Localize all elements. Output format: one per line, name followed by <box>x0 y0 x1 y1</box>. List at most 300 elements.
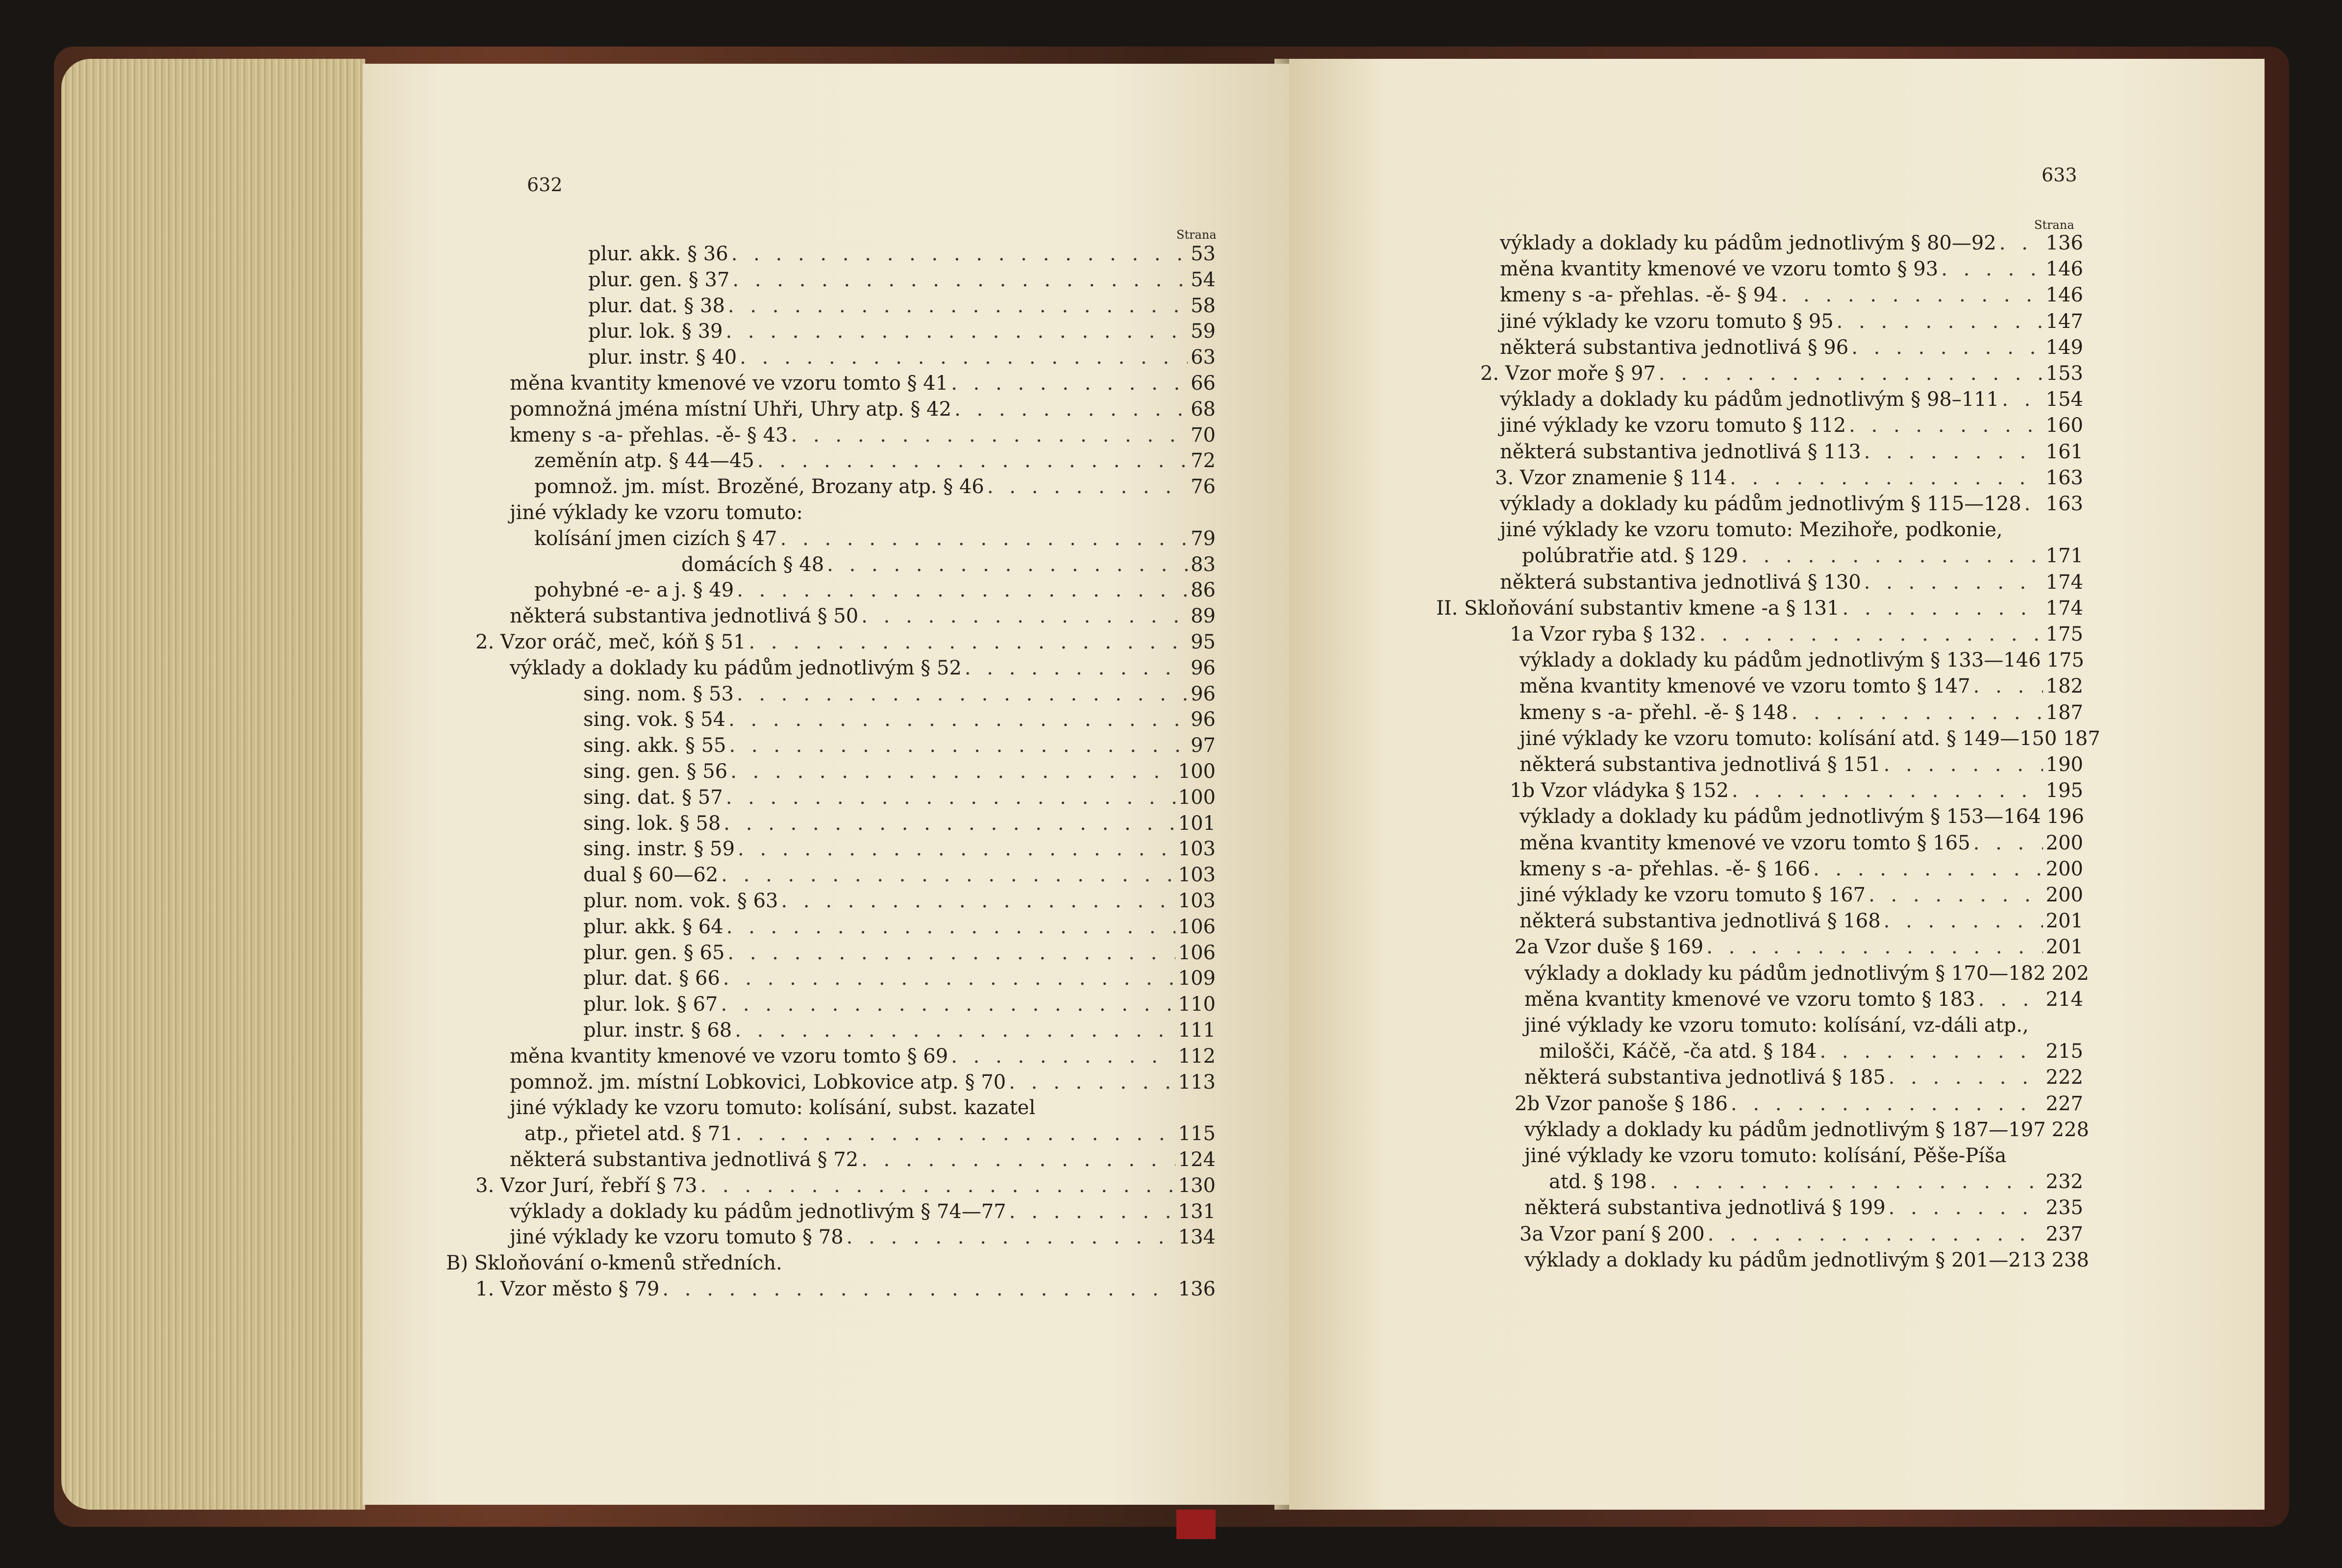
toc-entry-page: 136 <box>2045 232 2083 254</box>
toc-entry-page: 146 <box>2045 258 2083 281</box>
toc-entry-page: 106 <box>1178 915 1216 938</box>
toc-entry <box>681 552 1216 577</box>
toc-entry-page: 228 <box>2051 1118 2090 1141</box>
dot-leader <box>1884 752 2043 777</box>
toc-entry-title: výklady a doklady ku pádům jednotlivým § 170—182 <box>1524 962 2046 985</box>
toc-entry-page: 63 <box>1191 346 1216 369</box>
dot-leader <box>987 474 1188 499</box>
toc-entry <box>583 836 1216 862</box>
toc-entry <box>1500 413 2083 438</box>
toc-entry <box>583 759 1216 784</box>
toc-entry-page: 190 <box>2045 753 2083 776</box>
toc-entry <box>1500 517 2083 543</box>
toc-entry <box>1520 908 2083 934</box>
toc-entry-page: 215 <box>2045 1040 2083 1063</box>
toc-entry <box>534 474 1216 499</box>
toc-entry-title: některá substantiva jednotlivá § 113 <box>1500 440 1861 463</box>
strana-header: Strana <box>2034 218 2074 232</box>
dot-leader <box>1792 700 2043 725</box>
toc-entry-page: 97 <box>1191 734 1216 757</box>
toc-entry <box>475 1276 1216 1302</box>
dot-leader <box>721 862 1175 888</box>
toc-entry <box>583 681 1216 707</box>
toc-entry-title: jiné výklady ke vzoru tomuto: kolísání, subst. kazatel <box>510 1096 1036 1120</box>
dot-leader <box>723 966 1175 991</box>
dot-leader <box>1659 361 2043 386</box>
toc-entry <box>1524 987 2083 1012</box>
dot-leader <box>1819 1039 2043 1064</box>
toc-entry <box>510 1147 1216 1172</box>
dot-leader <box>2002 387 2043 412</box>
toc-entry-page: 109 <box>1178 967 1216 990</box>
left-page <box>363 64 1299 1505</box>
toc-entry-page: 54 <box>1191 268 1216 291</box>
dot-leader <box>732 267 1188 293</box>
toc-entry <box>510 1199 1216 1224</box>
toc-entry <box>583 966 1216 991</box>
dot-leader <box>1732 778 2043 803</box>
bookmark-ribbon <box>1176 1510 1216 1539</box>
toc-entry-title: plur. nom. vok. § 63 <box>583 890 778 912</box>
toc-entry <box>583 733 1216 758</box>
toc-entry-page: 153 <box>2045 362 2083 385</box>
toc-entry-page: 79 <box>1191 527 1216 550</box>
toc-entry-title: měna kvantity kmenové ve vzoru tomto § 183 <box>1524 988 1975 1011</box>
toc-entry-title: pomnož. jm. místní Lobkovici, Lobkovice atp. § 70 <box>510 1070 1006 1094</box>
toc-entry-page: 200 <box>2045 857 2083 880</box>
toc-entry-page: 68 <box>1191 398 1216 421</box>
toc-entry-page: 76 <box>1191 475 1216 498</box>
toc-entry-page: 161 <box>2045 440 2083 463</box>
dot-leader <box>1884 908 2043 934</box>
toc-entry-page: 53 <box>1191 243 1216 265</box>
toc-entry-title: některá substantiva jednotlivá § 72 <box>510 1148 859 1171</box>
toc-entry-title: výklady a doklady ku pádům jednotlivým § 133—146 <box>1520 649 2041 672</box>
toc-entry-title: jiné výklady ke vzoru tomuto § 167 <box>1520 884 1866 906</box>
toc-entry-title: plur. gen. § 65 <box>583 941 725 964</box>
toc-entry-title: pomnož. jm. míst. Brozěné, Brozany atp. § 46 <box>534 475 984 498</box>
toc-entry <box>1500 230 2083 256</box>
dot-leader <box>729 733 1188 758</box>
toc-entry-page: 113 <box>1178 1070 1216 1094</box>
toc-entry-page: 174 <box>2045 571 2083 594</box>
toc-entry-page: 163 <box>2045 493 2083 515</box>
toc-entry-page: 130 <box>1178 1174 1216 1197</box>
toc-entry <box>1495 465 2083 491</box>
toc-entry-title: plur. dat. § 38 <box>588 294 725 317</box>
toc-entry-page: 146 <box>2045 284 2083 307</box>
toc-entry <box>510 423 1216 448</box>
toc-entry-page: 70 <box>1191 423 1216 447</box>
toc-entry-title: plur. instr. § 40 <box>588 346 737 369</box>
dot-leader <box>827 552 1188 577</box>
toc-entry-title: některá substantiva jednotlivá § 168 <box>1520 910 1881 933</box>
toc-entry <box>1520 1221 2083 1247</box>
toc-entry <box>1500 570 2083 595</box>
dot-leader <box>1849 413 2043 438</box>
dot-leader <box>727 940 1175 966</box>
toc-entry-page: 175 <box>2045 623 2083 646</box>
dot-leader <box>737 681 1188 707</box>
toc-entry-page: 182 <box>2045 675 2083 698</box>
toc-entry-title: sing. vok. § 54 <box>583 708 726 731</box>
toc-entry-title: 1a Vzor ryba § 132 <box>1510 623 1696 646</box>
toc-entry <box>446 1250 1216 1276</box>
toc-entry <box>1520 882 2083 908</box>
toc-entry-title: některá substantiva jednotlivá § 185 <box>1524 1066 1886 1089</box>
toc-entry <box>510 397 1216 422</box>
toc-entry-page: 100 <box>1178 786 1216 809</box>
dot-leader <box>1851 335 2043 360</box>
toc-entry <box>1500 335 2083 360</box>
toc-entry-page: 115 <box>1178 1122 1216 1145</box>
dot-leader <box>965 655 1188 681</box>
toc-entry <box>1480 361 2083 386</box>
dot-leader <box>1650 1169 2043 1195</box>
toc-entry-page: 201 <box>2045 910 2083 933</box>
dot-leader <box>1864 570 2043 595</box>
dot-leader <box>1731 1091 2043 1117</box>
toc-entry <box>1500 309 2083 334</box>
toc-entry-title: 1. Vzor město § 79 <box>475 1278 660 1300</box>
toc-entry <box>583 811 1216 836</box>
toc-entry <box>1520 752 2083 777</box>
toc-entry-title: 2. Vzor moře § 97 <box>1480 362 1656 385</box>
toc-entry <box>1515 1091 2083 1117</box>
dot-leader <box>780 526 1188 551</box>
toc-entry <box>1520 804 2083 829</box>
toc-entry-title: II. Skloňování substantiv kmene -a § 131 <box>1436 597 1840 620</box>
toc-entry <box>588 241 1216 267</box>
toc-entry-page: 222 <box>2045 1066 2083 1089</box>
dot-leader <box>2024 491 2043 517</box>
toc-entry-page: 200 <box>2045 831 2083 854</box>
toc-entry-title: jiné výklady ke vzoru tomuto: kolísání, vz-dáli atp., <box>1524 1014 2029 1037</box>
dot-leader <box>1699 622 2043 647</box>
toc-entry-page: 187 <box>2063 727 2100 750</box>
dot-leader <box>726 785 1175 810</box>
toc-entry-page: 235 <box>2045 1196 2083 1220</box>
toc-entry-page: 214 <box>2045 988 2083 1011</box>
dot-leader <box>1973 673 2043 699</box>
toc-entry-title: měna kvantity kmenové ve vzoru tomto § 41 <box>510 372 948 395</box>
toc-entry <box>588 267 1216 293</box>
page-number: 632 <box>527 174 563 196</box>
toc-entry <box>1549 1169 2083 1195</box>
toc-entry-page: 134 <box>1178 1226 1216 1249</box>
toc-entry-page: 163 <box>2045 466 2083 489</box>
toc-entry-page: 195 <box>2045 779 2083 802</box>
toc-entry <box>510 1095 1216 1120</box>
dot-leader <box>1009 1070 1175 1095</box>
toc-entry <box>510 1044 1216 1069</box>
toc-entry <box>1520 647 2083 673</box>
toc-entry-title: domácích § 48 <box>681 553 824 576</box>
toc-entry-title: výklady a doklady ku pádům jednotlivým § 98–111 <box>1500 388 1999 411</box>
toc-entry-page: 103 <box>1178 838 1216 861</box>
toc-entry <box>1524 961 2090 986</box>
toc-entry-title: plur. lok. § 39 <box>588 320 723 343</box>
toc-entry <box>583 914 1216 940</box>
toc-entry-page: 160 <box>2045 414 2083 437</box>
toc-entry <box>510 655 1216 681</box>
toc-entry <box>534 577 1216 603</box>
dot-leader <box>1009 1199 1175 1224</box>
dot-leader <box>738 836 1175 862</box>
toc-entry-title: 2a Vzor duše § 169 <box>1515 936 1704 959</box>
toc-entry <box>1524 1065 2083 1090</box>
toc-entry <box>1515 934 2083 960</box>
toc-entry-page: 112 <box>1178 1045 1216 1068</box>
toc-entry-title: sing. nom. § 53 <box>583 682 734 705</box>
dot-leader <box>791 423 1188 448</box>
toc-entry <box>1500 491 2083 517</box>
toc-entry-title: výklady a doklady ku pádům jednotlivým § 74—77 <box>510 1200 1006 1223</box>
toc-entry-page: 110 <box>1178 993 1216 1016</box>
dot-leader <box>847 1224 1175 1250</box>
toc-entry-title: některá substantiva jednotlivá § 130 <box>1500 571 1861 594</box>
toc-entry-page: 58 <box>1191 294 1216 317</box>
toc-entry-page: 227 <box>2045 1092 2083 1115</box>
toc-entry <box>583 888 1216 914</box>
toc-entry-title: atd. § 198 <box>1549 1170 1647 1194</box>
dot-leader <box>723 811 1175 836</box>
toc-entry-page: 149 <box>2045 336 2083 359</box>
dot-leader <box>757 448 1188 473</box>
toc-entry-title: sing. instr. § 59 <box>583 838 735 861</box>
toc-entry <box>583 707 1216 732</box>
toc-entry-page: 103 <box>1178 890 1216 912</box>
toc-entry <box>1539 1039 2083 1064</box>
dot-leader <box>1708 1221 2043 1247</box>
toc-entry-title: výklady a doklady ku pádům jednotlivým § 153—164 <box>1520 805 2041 828</box>
toc-entry-title: kmeny s -a- přehlas. -ě- § 166 <box>1520 857 1810 880</box>
dot-leader <box>1781 282 2043 308</box>
toc-entry-page: 106 <box>1178 941 1216 964</box>
toc-entry <box>510 603 1216 629</box>
toc-entry-title: 2b Vzor panoše § 186 <box>1515 1092 1728 1115</box>
dot-leader <box>728 707 1188 732</box>
toc-entry-title: jiné výklady ke vzoru tomuto: kolísání atd. § 149—150 <box>1520 727 2057 750</box>
toc-entry <box>510 371 1216 396</box>
toc-entry-title: plur. instr. § 68 <box>583 1019 732 1042</box>
dot-leader <box>737 577 1188 603</box>
toc-entry <box>1520 726 2100 751</box>
toc-entry-title: 3a Vzor paní § 200 <box>1520 1222 1705 1245</box>
toc-entry-title: jiné výklady ke vzoru tomuto § 112 <box>1500 414 1846 437</box>
toc-entry-page: 111 <box>1178 1019 1216 1042</box>
dot-leader <box>748 629 1188 655</box>
dot-leader <box>1869 882 2043 908</box>
dot-leader <box>1889 1195 2043 1220</box>
toc-entry <box>583 992 1216 1017</box>
toc-entry-title: kmeny s -a- přehlas. -ě- § 94 <box>1500 284 1778 307</box>
toc-entry-page: 86 <box>1191 579 1216 602</box>
strana-header: Strana <box>1176 228 1217 242</box>
toc-entry <box>510 1224 1216 1250</box>
dot-leader <box>1837 309 2043 334</box>
toc-entry-title: sing. akk. § 55 <box>583 734 726 757</box>
toc-entry-page: 237 <box>2045 1222 2083 1245</box>
dot-leader <box>951 1044 1175 1069</box>
page-number: 633 <box>2042 164 2077 186</box>
toc-entry-page: 201 <box>2045 936 2083 959</box>
dot-leader <box>740 345 1188 370</box>
toc-entry-title: měna kvantity kmenové ve vzoru tomto § 147 <box>1520 675 1970 698</box>
toc-entry <box>1510 622 2083 647</box>
toc-entry-title: kmeny s -a- přehl. -ě- § 148 <box>1520 701 1789 724</box>
toc-entry <box>475 629 1216 655</box>
dot-leader <box>954 397 1188 422</box>
toc-entry-page: 131 <box>1178 1200 1216 1223</box>
toc-entry-page: 175 <box>2046 649 2085 672</box>
toc-entry-title: jiné výklady ke vzoru tomuto: Mezihoře, podkonie, <box>1500 519 2003 542</box>
toc-entry-title: jiné výklady ke vzoru tomuto § 78 <box>510 1226 844 1249</box>
dot-leader <box>725 319 1188 344</box>
toc-entry-title: plur. lok. § 67 <box>583 993 718 1016</box>
toc-entry-page: 232 <box>2045 1170 2083 1194</box>
toc-entry <box>588 293 1216 319</box>
dot-leader <box>1999 230 2043 256</box>
dot-leader <box>721 992 1175 1017</box>
toc-entry <box>1500 439 2083 465</box>
toc-entry <box>475 1173 1216 1198</box>
toc-entry-title: plur. gen. § 37 <box>588 268 730 291</box>
toc-entry <box>1436 596 2083 621</box>
dot-leader <box>1889 1065 2043 1090</box>
toc-entry-title: 3. Vzor Jurí, řebří § 73 <box>475 1174 698 1197</box>
toc-entry-title: měna kvantity kmenové ve vzoru tomto § 165 <box>1520 831 1970 854</box>
toc-entry-title: dual § 60—62 <box>583 864 719 887</box>
toc-entry-title: výklady a doklady ku pádům jednotlivým § 52 <box>510 656 962 679</box>
toc-entry <box>1500 387 2083 412</box>
toc-entry-page: 136 <box>1178 1278 1216 1300</box>
toc-entry-title: sing. dat. § 57 <box>583 786 723 809</box>
toc-entry-title: výklady a doklady ku pádům jednotlivým § 201—213 <box>1524 1248 2046 1271</box>
toc-entry <box>1500 282 2083 308</box>
toc-entry-title: měna kvantity kmenové ve vzoru tomto § 93 <box>1500 258 1939 281</box>
toc-entry-page: 238 <box>2051 1248 2090 1271</box>
toc-entry-title: jiné výklady ke vzoru tomuto § 95 <box>1500 310 1834 333</box>
toc-entry-page: 66 <box>1191 372 1216 395</box>
toc-entry-page: 72 <box>1191 449 1216 473</box>
dot-leader <box>662 1276 1175 1302</box>
toc-entry <box>534 526 1216 551</box>
toc-entry <box>1520 700 2083 725</box>
toc-entry-title: milošči, Káčě, -ča atd. § 184 <box>1539 1040 1817 1063</box>
toc-entry <box>588 345 1216 370</box>
dot-leader <box>1864 439 2043 465</box>
right-page <box>1289 59 2265 1510</box>
toc-entry <box>1520 830 2083 856</box>
toc-entry <box>534 448 1216 473</box>
toc-entry-title: polúbratřie atd. § 129 <box>1522 545 1739 568</box>
dot-leader <box>736 1121 1175 1146</box>
dot-leader <box>700 1173 1175 1198</box>
page-edges <box>61 59 365 1510</box>
toc-entry-page: 96 <box>1191 682 1216 705</box>
toc-entry-title: kmeny s -a- přehlas. -ě- § 43 <box>510 423 788 447</box>
toc-entry-page: 83 <box>1191 553 1216 576</box>
dot-leader <box>1730 465 2043 491</box>
toc-entry-title: plur. akk. § 36 <box>588 243 728 265</box>
toc-entry <box>1522 543 2083 569</box>
toc-entry-title: B) Skloňování o-kmenů středních. <box>446 1252 782 1275</box>
dot-leader <box>781 888 1175 914</box>
toc-entry-title: zeměnín atp. § 44—45 <box>534 449 754 473</box>
toc-entry <box>1510 778 2083 803</box>
toc-entry-title: 1b Vzor vládyka § 152 <box>1510 779 1729 802</box>
toc-entry-title: 2. Vzor oráč, meč, kóň § 51 <box>475 631 746 653</box>
dot-leader <box>735 1018 1175 1043</box>
toc-entry-title: kolísání jmen cizích § 47 <box>534 527 777 550</box>
toc-entry-title: některá substantiva jednotlivá § 151 <box>1520 753 1881 776</box>
toc-entry-title: jiné výklady ke vzoru tomuto: kolísání, Pěše-Píša <box>1524 1145 2007 1167</box>
toc-entry-title: sing. lok. § 58 <box>583 812 721 835</box>
dot-leader <box>1973 830 2043 856</box>
toc-entry-page: 202 <box>2051 962 2090 985</box>
toc-entry <box>1524 1143 2083 1169</box>
dot-leader <box>730 759 1175 784</box>
dot-leader <box>731 241 1188 267</box>
dot-leader <box>1706 934 2043 960</box>
dot-leader <box>951 371 1188 396</box>
toc-entry-title: pomnožná jména místní Uhři, Uhry atp. § 42 <box>510 398 952 421</box>
toc-entry-title: měna kvantity kmenové ve vzoru tomto § 69 <box>510 1045 948 1068</box>
dot-leader <box>726 914 1175 940</box>
toc-entry-title: atp., přietel atd. § 71 <box>524 1122 733 1145</box>
dot-leader <box>1813 856 2043 882</box>
toc-entry-page: 59 <box>1191 320 1216 343</box>
toc-entry <box>583 940 1216 966</box>
toc-entry <box>524 1121 1216 1146</box>
toc-entry <box>1524 1117 2090 1143</box>
toc-entry-page: 124 <box>1178 1148 1216 1171</box>
toc-entry-page: 96 <box>1191 708 1216 731</box>
toc-entry <box>1500 256 2083 282</box>
toc-entry <box>1524 1013 2083 1038</box>
toc-entry-title: výklady a doklady ku pádům jednotlivým § 187—197 <box>1524 1118 2046 1141</box>
toc-entry-page: 200 <box>2045 884 2083 906</box>
toc-entry-title: některá substantiva jednotlivá § 50 <box>510 605 859 628</box>
toc-entry <box>1524 1247 2090 1273</box>
toc-entry-page: 174 <box>2045 597 2083 620</box>
dot-leader <box>861 1147 1175 1172</box>
toc-entry-title: pohybné -e- a j. § 49 <box>534 579 734 602</box>
toc-entry-page: 101 <box>1178 812 1216 835</box>
toc-entry <box>510 1070 1216 1095</box>
toc-entry <box>510 500 1216 525</box>
toc-entry-page: 96 <box>1191 656 1216 679</box>
dot-leader <box>1741 543 2043 569</box>
toc-entry-page: 147 <box>2045 310 2083 333</box>
toc-entry-page: 196 <box>2046 805 2085 828</box>
toc-entry-page: 154 <box>2045 388 2083 411</box>
toc-entry-page: 95 <box>1191 631 1216 653</box>
dot-leader <box>1978 987 2043 1012</box>
toc-entry <box>588 319 1216 344</box>
toc-entry-title: plur. dat. § 66 <box>583 967 720 990</box>
toc-entry <box>583 862 1216 888</box>
toc-entry-title: 3. Vzor znamenie § 114 <box>1495 466 1727 489</box>
toc-entry-title: některá substantiva jednotlivá § 199 <box>1524 1196 1886 1220</box>
dot-leader <box>728 293 1188 319</box>
toc-entry-title: plur. akk. § 64 <box>583 915 723 938</box>
toc-entry-page: 100 <box>1178 760 1216 783</box>
toc-entry-title: výklady a doklady ku pádům jednotlivým § 115—128 <box>1500 493 2021 515</box>
toc-entry-page: 89 <box>1191 605 1216 628</box>
toc-entry <box>583 1018 1216 1043</box>
